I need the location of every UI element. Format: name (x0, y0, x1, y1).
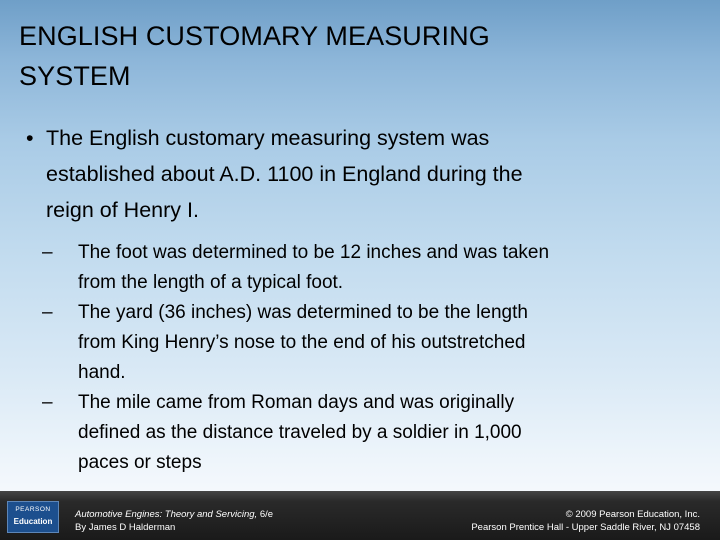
pearson-logo (7, 501, 59, 533)
sub-bullet-line: The foot was determined to be 12 inches and was taken (78, 242, 550, 263)
title-line: ENGLISH CUSTOMARY MEASURING (19, 21, 490, 51)
sub-bullet-line: from King Henry’s nose to the end of his outstretched (78, 332, 526, 353)
sub-bullet-line: from the length of a typical foot. (78, 272, 344, 293)
slide-body (26, 120, 696, 478)
logo-line: Education (13, 517, 53, 526)
dash-mark: – (42, 392, 53, 413)
sub-bullet-yard (26, 298, 696, 388)
footer-copyright (471, 508, 700, 534)
sub-bullet-line: hand. (78, 362, 126, 383)
sub-bullet-line: The yard (36 inches) was determined to be the length (78, 302, 528, 323)
bullet-line: reign of Henry I. (46, 198, 199, 222)
book-title: Automotive Engines: Theory and Servicing, (75, 509, 258, 520)
slide-title (19, 16, 699, 96)
publisher-line: Pearson Prentice Hall - Upper Saddle River, NJ 07458 (471, 522, 700, 533)
sub-bullet-line: defined as the distance traveled by a soldier in 1,000 (78, 422, 522, 443)
sub-bullet-mile (26, 388, 696, 478)
dash-mark: – (42, 302, 53, 323)
copyright-line: © 2009 Pearson Education, Inc. (565, 509, 700, 520)
sub-bullet-foot (26, 238, 696, 298)
book-author: By James D Halderman (75, 522, 176, 533)
footer-bar (0, 491, 720, 540)
dash-mark: – (42, 242, 53, 263)
sub-bullet-list (26, 238, 696, 478)
bullet-line: The English customary measuring system was (46, 126, 490, 150)
sub-bullet-line: paces or steps (78, 452, 202, 473)
logo-line: PEARSON (15, 506, 51, 513)
bullet-line: established about A.D. 1100 in England during the (46, 162, 523, 186)
footer-book-info (75, 508, 273, 534)
title-line: SYSTEM (19, 61, 131, 91)
bullet-mark: • (26, 126, 34, 150)
main-bullet (26, 120, 696, 228)
book-edition: 6/e (257, 509, 274, 520)
sub-bullet-line: The mile came from Roman days and was originally (78, 392, 515, 413)
